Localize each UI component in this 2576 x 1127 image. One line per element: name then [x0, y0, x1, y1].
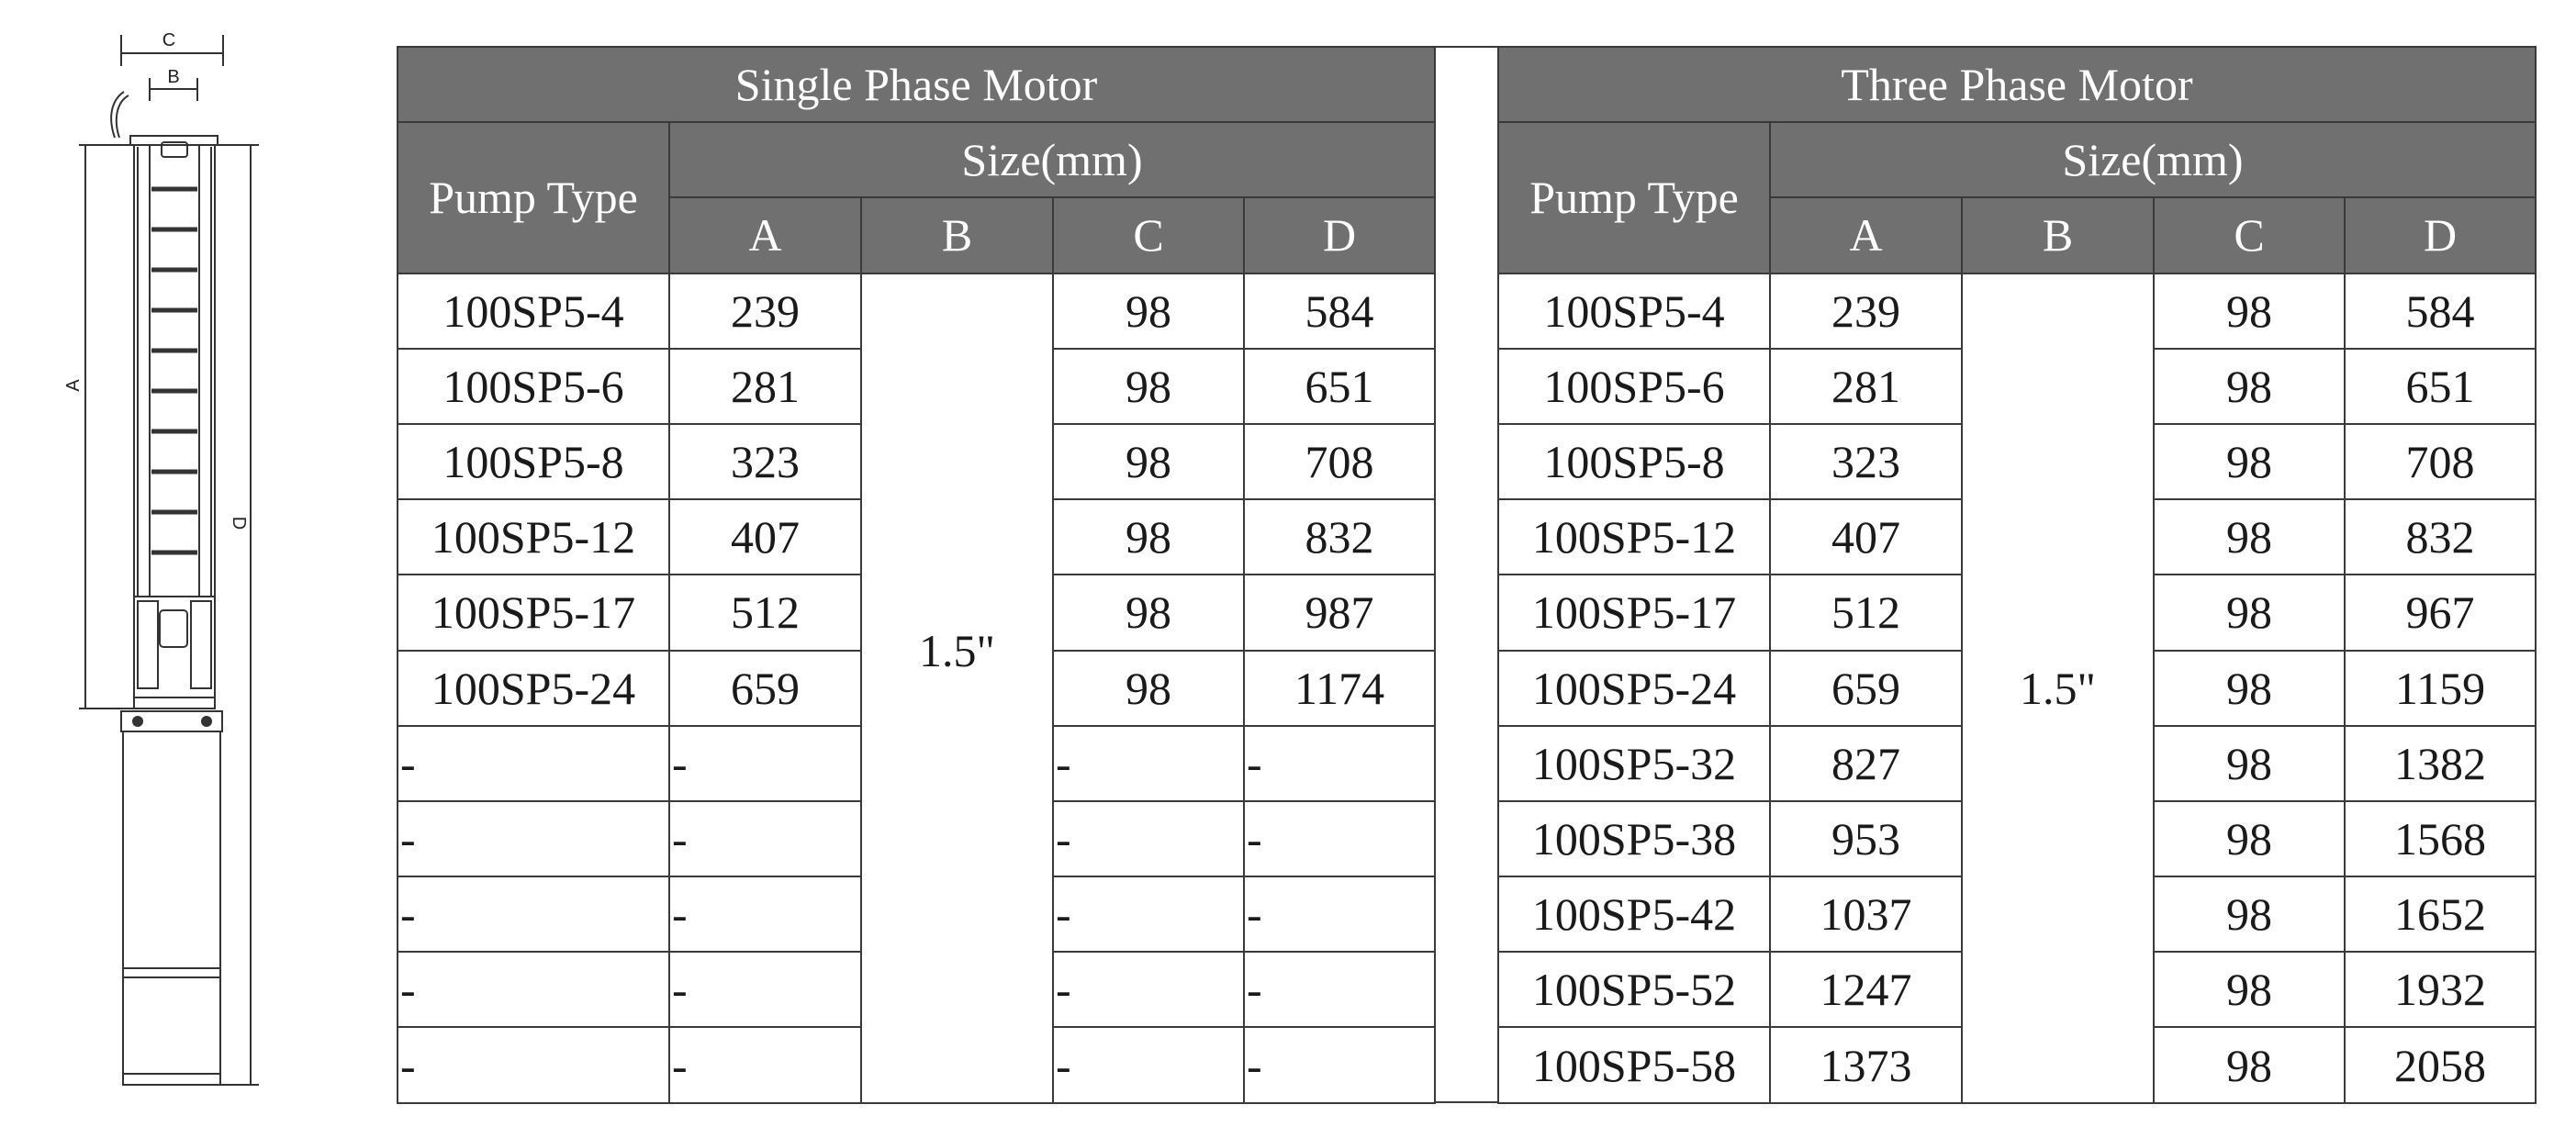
pump-dimension-drawing — [0, 0, 349, 1127]
size-d-cell: 1652 — [2345, 876, 2536, 952]
column-header-c: C — [2154, 197, 2345, 273]
column-header-a: A — [1770, 197, 1962, 273]
size-c-cell: 98 — [2154, 801, 2345, 876]
size-a-cell: 659 — [669, 651, 861, 726]
pump-type-cell: 100SP5-42 — [1498, 876, 1770, 952]
size-a-cell: 1037 — [1770, 876, 1962, 952]
size-d-cell: 967 — [2345, 575, 2536, 650]
three-phase-title: Three Phase Motor — [1498, 47, 2536, 122]
size-a-cell: 281 — [1770, 349, 1962, 424]
pump-type-cell: 100SP5-6 — [1498, 349, 1770, 424]
size-a-cell: 323 — [1770, 424, 1962, 499]
size-d-cell: 584 — [1244, 273, 1435, 349]
column-header-b: B — [861, 197, 1053, 273]
size-c-cell: 98 — [2154, 952, 2345, 1027]
pump-type-cell: 100SP5-38 — [1498, 801, 1770, 876]
size-a-cell: 953 — [1770, 801, 1962, 876]
pump-type-cell: 100SP5-32 — [1498, 726, 1770, 801]
size-c-cell: 98 — [1053, 273, 1244, 349]
size-a-cell: 659 — [1770, 651, 1962, 726]
size-a-cell: 323 — [669, 424, 861, 499]
size-d-cell: - — [1244, 726, 1435, 801]
column-header-b: B — [1962, 197, 2154, 273]
column-header-d: D — [1244, 197, 1435, 273]
size-d-cell: 1382 — [2345, 726, 2536, 801]
pump-type-cell: - — [398, 726, 669, 801]
size-c-cell: 98 — [1053, 349, 1244, 424]
pump-type-header: Pump Type — [1498, 122, 1770, 273]
size-d-cell: 2058 — [2345, 1027, 2536, 1102]
pump-type-header: Pump Type — [398, 122, 669, 273]
size-c-cell: 98 — [2154, 273, 2345, 349]
size-c-cell: - — [1053, 952, 1244, 1027]
size-d-cell: - — [1244, 952, 1435, 1027]
size-c-cell: 98 — [2154, 651, 2345, 726]
size-c-cell: 98 — [1053, 575, 1244, 650]
size-a-cell: 1373 — [1770, 1027, 1962, 1102]
pump-type-cell: - — [398, 952, 669, 1027]
size-c-cell: 98 — [2154, 349, 2345, 424]
size-c-cell: 98 — [2154, 499, 2345, 575]
column-header-a: A — [669, 197, 861, 273]
dimension-label-d: D — [229, 516, 249, 530]
pump-type-cell: 100SP5-8 — [398, 424, 669, 499]
column-header-c: C — [1053, 197, 1244, 273]
size-d-cell: 1159 — [2345, 651, 2536, 726]
size-c-cell: - — [1053, 726, 1244, 801]
size-header: Size(mm) — [669, 122, 1435, 197]
pump-type-cell: 100SP5-17 — [398, 575, 669, 650]
size-a-cell: 407 — [669, 499, 861, 575]
size-a-cell: - — [669, 726, 861, 801]
size-a-cell: 1247 — [1770, 952, 1962, 1027]
size-d-cell: 1568 — [2345, 801, 2536, 876]
size-a-cell: 512 — [669, 575, 861, 650]
size-header: Size(mm) — [1770, 122, 2536, 197]
three-phase-motor-table — [1497, 46, 2537, 1104]
pump-type-cell: 100SP5-4 — [1498, 273, 1770, 349]
size-c-cell: 98 — [2154, 1027, 2345, 1102]
size-d-cell: 584 — [2345, 273, 2536, 349]
size-a-cell: 512 — [1770, 575, 1962, 650]
size-a-cell: - — [669, 801, 861, 876]
size-d-cell: 708 — [2345, 424, 2536, 499]
pump-type-cell: - — [398, 1027, 669, 1102]
size-d-cell: 708 — [1244, 424, 1435, 499]
size-d-cell: - — [1244, 876, 1435, 952]
size-a-cell: - — [669, 1027, 861, 1102]
table-separator — [1434, 46, 1497, 1103]
pump-type-cell: 100SP5-24 — [1498, 651, 1770, 726]
size-c-cell: - — [1053, 876, 1244, 952]
dimension-label-a: A — [63, 379, 84, 392]
size-a-cell: - — [669, 952, 861, 1027]
size-b-cell: 1.5" — [1962, 273, 2154, 1103]
pump-type-cell: 100SP5-12 — [398, 499, 669, 575]
size-d-cell: 832 — [2345, 499, 2536, 575]
size-c-cell: 98 — [2154, 424, 2345, 499]
size-d-cell: 1174 — [1244, 651, 1435, 726]
pump-type-cell: 100SP5-4 — [398, 273, 669, 349]
size-d-cell: - — [1244, 1027, 1435, 1102]
size-a-cell: - — [669, 876, 861, 952]
size-d-cell: 832 — [1244, 499, 1435, 575]
size-b-cell: 1.5" — [861, 273, 1053, 1103]
size-d-cell: 987 — [1244, 575, 1435, 650]
pump-type-cell: 100SP5-6 — [398, 349, 669, 424]
size-a-cell: 407 — [1770, 499, 1962, 575]
size-a-cell: 239 — [1770, 273, 1962, 349]
size-d-cell: 1932 — [2345, 952, 2536, 1027]
pump-type-cell: - — [398, 876, 669, 952]
size-c-cell: 98 — [1053, 424, 1244, 499]
size-c-cell: - — [1053, 801, 1244, 876]
pump-type-cell: 100SP5-12 — [1498, 499, 1770, 575]
size-a-cell: 827 — [1770, 726, 1962, 801]
size-c-cell: 98 — [1053, 499, 1244, 575]
size-c-cell: 98 — [2154, 575, 2345, 650]
pump-type-cell: 100SP5-52 — [1498, 952, 1770, 1027]
size-c-cell: 98 — [2154, 876, 2345, 952]
pump-type-cell: 100SP5-58 — [1498, 1027, 1770, 1102]
pump-type-cell: 100SP5-24 — [398, 651, 669, 726]
pump-type-cell: 100SP5-17 — [1498, 575, 1770, 650]
size-c-cell: - — [1053, 1027, 1244, 1102]
pump-type-cell: 100SP5-8 — [1498, 424, 1770, 499]
dimension-label-b: B — [167, 67, 180, 87]
dimension-label-c: C — [162, 30, 176, 50]
size-d-cell: - — [1244, 801, 1435, 876]
size-c-cell: 98 — [1053, 651, 1244, 726]
size-c-cell: 98 — [2154, 726, 2345, 801]
table-row — [1498, 273, 2536, 349]
size-d-cell: 651 — [1244, 349, 1435, 424]
table-row — [398, 273, 1435, 349]
pump-type-cell: - — [398, 801, 669, 876]
size-d-cell: 651 — [2345, 349, 2536, 424]
single-phase-title: Single Phase Motor — [398, 47, 1435, 122]
size-a-cell: 281 — [669, 349, 861, 424]
column-header-d: D — [2345, 197, 2536, 273]
single-phase-motor-table — [397, 46, 1436, 1104]
size-a-cell: 239 — [669, 273, 861, 349]
